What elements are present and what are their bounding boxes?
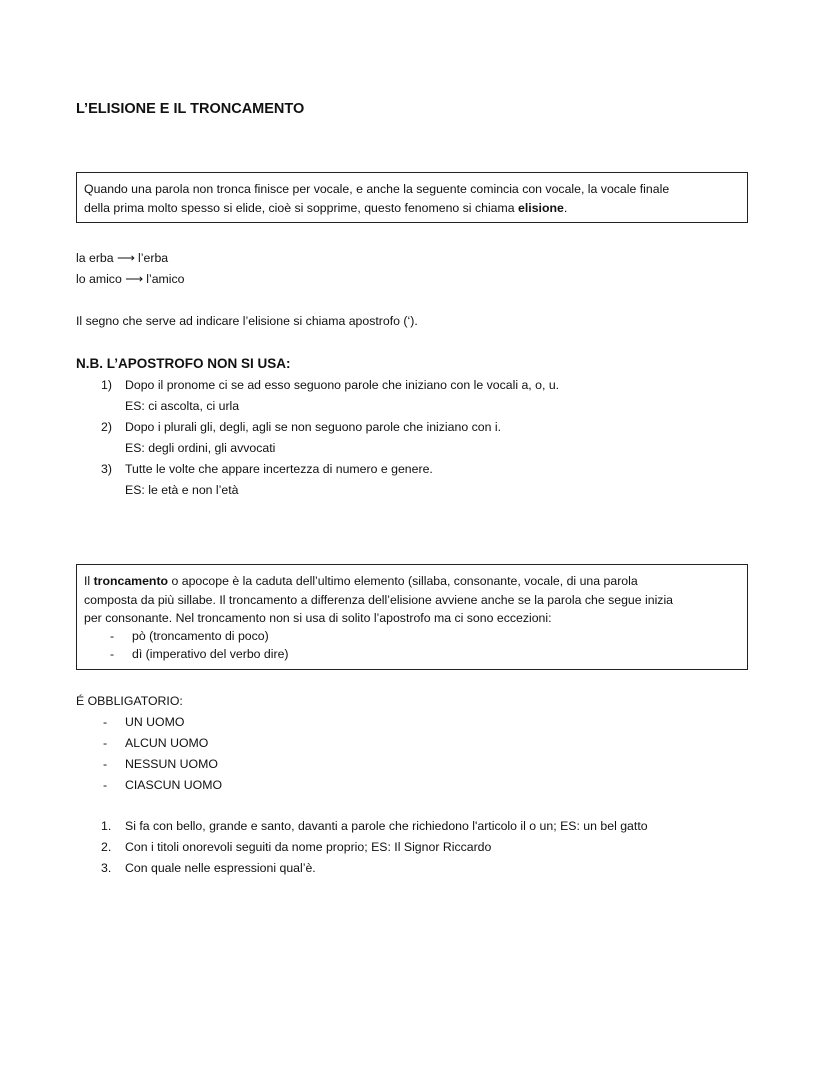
elisione-text-line1: Quando una parola non tronca finisce per vocale, e anche la seguente comincia con vocale, la vocale finale (84, 182, 670, 196)
rule-1: Si fa con bello, grande e santo, davanti a parole che richiedono l'articolo il o un; ES: un bel gatto (125, 819, 648, 833)
dash-bullet: - (103, 757, 108, 771)
rule-num-3: 3. (101, 861, 112, 875)
dash-bullet: - (103, 736, 108, 750)
nb-num-1: 1) (101, 378, 112, 392)
nb-example-2: ES: degli ordini, gli avvocati (125, 441, 276, 455)
bold-term: troncamento (93, 574, 169, 588)
rule-num-1: 1. (101, 819, 112, 833)
nb-example-3: ES: le età e non l’età (125, 483, 239, 497)
troncamento-line1 (84, 573, 638, 589)
example-1: la erba ⟶ l’erba (76, 251, 169, 265)
dash-bullet: - (110, 629, 115, 643)
nb-example-1: ES: ci ascolta, ci urla (125, 399, 240, 413)
rule-2: Con i titoli onorevoli seguiti da nome proprio; ES: Il Signor Riccardo (125, 840, 492, 854)
elisione-text-line2 (84, 200, 567, 216)
nb-num-2: 2) (101, 420, 112, 434)
exception-2: dì (imperativo del verbo dire) (132, 647, 289, 661)
obbligatorio-item-2: ALCUN UOMO (125, 736, 209, 750)
exception-1: pò (troncamento di poco) (132, 629, 269, 643)
obbligatorio-item-1: UN UOMO (125, 715, 185, 729)
nb-item-2: Dopo i plurali gli, degli, agli se non seguono parole che iniziano con i. (125, 420, 501, 434)
rule-3: Con quale nelle espressioni qual’è. (125, 861, 316, 875)
text: o apocope è la caduta dell’ultimo elemento (sillaba, consonante, vocale, di una parola (168, 574, 638, 588)
nb-item-1: Dopo il pronome ci se ad esso seguono parole che iniziano con le vocali a, o, u. (125, 378, 560, 392)
apostrofo-note: Il segno che serve ad indicare l’elisione si chiama apostrofo (‘). (76, 314, 418, 328)
obbligatorio-item-4: CIASCUN UOMO (125, 778, 223, 792)
troncamento-line2: composta da più sillabe. Il troncamento a differenza dell’elisione avviene anche se la parola che segue inizia (84, 593, 674, 607)
bold-term: elisione (518, 201, 564, 215)
obbligatorio-heading: É OBBLIGATORIO: (76, 694, 183, 708)
text: Il (84, 574, 94, 588)
nb-heading: N.B. L’APOSTROFO NON SI USA: (76, 356, 291, 371)
dash-bullet: - (103, 778, 108, 792)
text: della prima molto spesso si elide, cioè si sopprime, questo fenomeno si chiama (84, 201, 519, 215)
dash-bullet: - (103, 715, 108, 729)
dash-bullet: - (110, 647, 115, 661)
example-2: lo amico ⟶ l’amico (76, 272, 185, 286)
rule-num-2: 2. (101, 840, 112, 854)
obbligatorio-item-3: NESSUN UOMO (125, 757, 218, 771)
nb-item-3: Tutte le volte che appare incertezza di numero e genere. (125, 462, 433, 476)
page-title: L’ELISIONE E IL TRONCAMENTO (76, 101, 305, 117)
troncamento-line3: per consonante. Nel troncamento non si usa di solito l’apostrofo ma ci sono eccezioni: (84, 611, 552, 625)
text: . (563, 201, 568, 215)
nb-num-3: 3) (101, 462, 112, 476)
